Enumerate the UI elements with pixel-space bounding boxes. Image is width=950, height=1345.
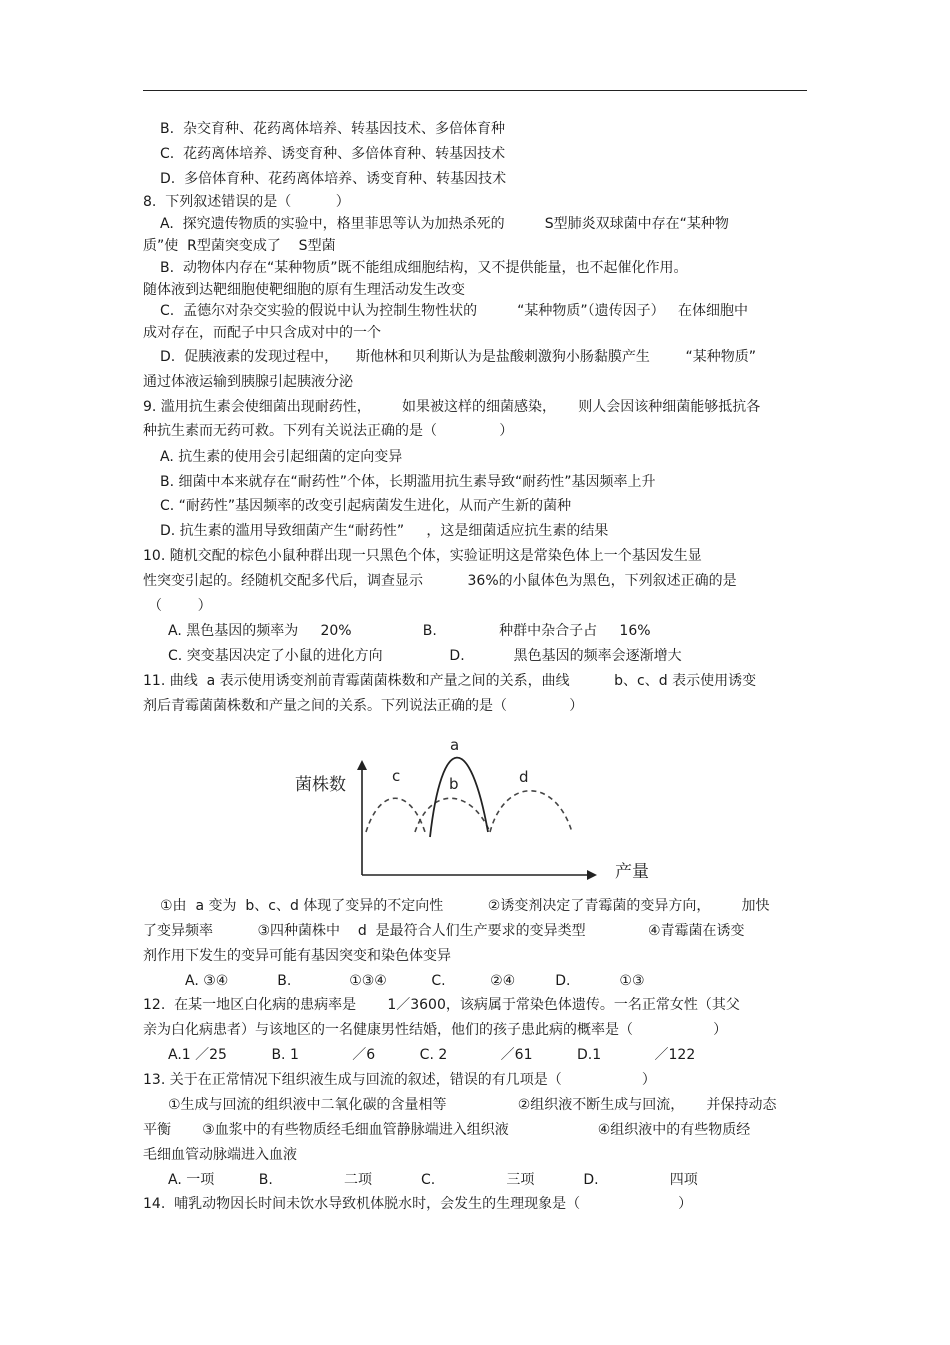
- question-9-stem: 9. 滥用抗生素会使细菌出现耐药性， 如果被这样的细菌感染， 则人会因该种细菌能够抵抗各: [143, 399, 761, 415]
- curve-c: [366, 798, 425, 832]
- option-line: A. 黑色基因的频率为 20% B. 种群中杂合子占 16%: [168, 623, 651, 639]
- option-line: D. 多倍体育种、花药离体培养、诱变育种、转基因技术: [160, 171, 507, 187]
- question-10-stem: （ ）: [148, 598, 212, 614]
- option-line: A. ③④ B. ①③④ C. ②④ D. ①③: [185, 973, 645, 989]
- question-10-stem: 性突变引起的。经随机交配多代后，调查显示 36%的小鼠体色为黑色，下列叙述正确的是: [143, 573, 737, 589]
- y-axis-label: 菌株数: [295, 775, 346, 795]
- mutation-curve-figure: [290, 732, 660, 887]
- question-9-stem: 种抗生素而无药可救。下列有关说法正确的是（ ）: [143, 423, 514, 439]
- option-line: A. 抗生素的使用会引起细菌的定向变异: [160, 449, 403, 465]
- statement-line: 剂作用下发生的变异可能有基因突变和染色体变异: [143, 948, 451, 964]
- option-line: B. 细菌中本来就存在“耐药性”个体，长期滥用抗生素导致“耐药性”基因频率上升: [160, 474, 656, 490]
- option-line: A.1 ／25 B. 1 ／6 C. 2 ／61 D.1 ／122: [168, 1047, 696, 1063]
- statement-line: ①由 a 变为 b、c、d 体现了变异的不定向性 ②诱变剂决定了青霉菌的变异方向， 加快: [160, 898, 770, 914]
- header-rule: [143, 90, 807, 91]
- question-12-stem: 亲为白化病患者）与该地区的一名健康男性结婚，他们的孩子患此病的概率是（ ）: [143, 1022, 728, 1038]
- option-line: D. 促胰液素的发现过程中， 斯他林和贝利斯认为是盐酸刺激狗小肠黏膜产生 “某种物质”: [160, 349, 757, 365]
- statement-line: 平衡 ③血浆中的有些物质经毛细血管静脉端进入组织液 ④组织液中的有些物质经: [143, 1122, 751, 1138]
- option-line: B. 杂交育种、花药离体培养、转基因技术、多倍体育种: [160, 121, 505, 137]
- curve-diagram: [290, 732, 660, 887]
- option-line: C. 花药离体培养、诱变育种、多倍体育种、转基因技术: [160, 146, 506, 162]
- option-line: D. 抗生素的滥用导致细菌产生“耐药性” ，这是细菌适应抗生素的结果: [160, 523, 609, 539]
- option-line: A. 探究遗传物质的实验中，格里菲思等认为加热杀死的 S型肺炎双球菌中存在“某种物: [160, 216, 729, 232]
- option-line: A. 一项 B. 二项 C. 三项 D. 四项: [168, 1172, 698, 1188]
- question-12-stem: 12. 在某一地区白化病的患病率是 1／3600，该病属于常染色体遗传。一名正常女性（其父: [143, 997, 740, 1013]
- statement-line: 了变异频率 ③四种菌株中 d 是最符合人们生产要求的变异类型 ④青霉菌在诱变: [143, 923, 745, 939]
- question-11-stem: 11. 曲线 a 表示使用诱变剂前青霉菌菌株数和产量之间的关系，曲线 b、c、d 表示使用诱变: [143, 673, 757, 689]
- option-line: C. 突变基因决定了小鼠的进化方向 D. 黑色基因的频率会逐渐增大: [168, 648, 682, 664]
- option-line: B. 动物体内存在“某种物质”既不能组成细胞结构，又不提供能量，也不起催化作用。: [160, 260, 688, 276]
- curve-label-d: d: [519, 768, 529, 786]
- question-14-stem: 14. 哺乳动物因长时间未饮水导致机体脱水时，会发生的生理现象是（ ）: [143, 1196, 693, 1212]
- question-10-stem: 10. 随机交配的棕色小鼠种群出现一只黑色个体，实验证明这是常染色体上一个基因发生显: [143, 548, 702, 564]
- curve-a: [430, 758, 488, 837]
- option-line: 随体液到达靶细胞使靶细胞的原有生理活动发生改变: [143, 282, 465, 298]
- statement-line: ①生成与回流的组织液中二氧化碳的含量相等 ②组织液不断生成与回流， 并保持动态: [168, 1097, 777, 1113]
- statement-line: 毛细血管动脉端进入血液: [143, 1147, 297, 1163]
- curve-label-b: b: [449, 775, 459, 793]
- option-line: C. “耐药性”基因频率的改变引起病菌发生进化，从而产生新的菌种: [160, 498, 572, 514]
- option-line: C. 孟德尔对杂交实验的假说中认为控制生物性状的 “某种物质”（遗传因子） 在体细胞中: [160, 303, 749, 319]
- x-axis-label: 产量: [615, 862, 649, 882]
- question-13-stem: 13. 关于在正常情况下组织液生成与回流的叙述，错误的有几项是（ ）: [143, 1072, 656, 1088]
- option-line: 成对存在，而配子中只含成对中的一个: [143, 325, 381, 341]
- question-11-stem: 剂后青霉菌菌株数和产量之间的关系。下列说法正确的是（ ）: [143, 698, 584, 714]
- curve-label-a: a: [450, 736, 460, 754]
- question-8-stem: 8. 下列叙述错误的是（ ）: [143, 194, 350, 210]
- curve-b: [415, 798, 490, 832]
- curve-label-c: c: [392, 767, 401, 785]
- curve-d: [490, 791, 572, 832]
- option-line: 通过体液运输到胰腺引起胰液分泌: [143, 374, 353, 390]
- option-line: 质”使 R型菌突变成了 S型菌: [143, 238, 336, 254]
